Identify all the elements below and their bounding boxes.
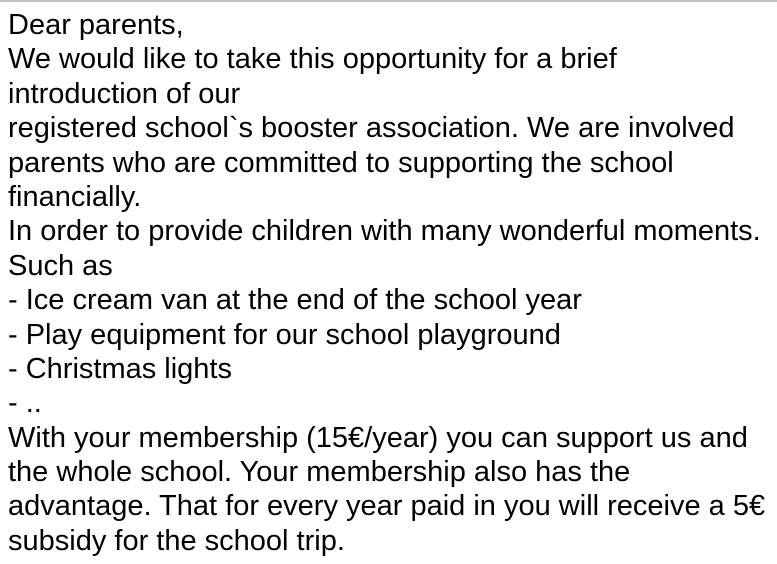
text-line: the whole school. Your membership also has the — [8, 456, 631, 489]
text-line: subsidy for the school trip. — [8, 524, 345, 557]
text-line: Such as — [8, 249, 113, 282]
text-line: parents who are committed to supporting the school — [8, 146, 674, 179]
text-line: We would like to take this opportunity for a brief — [8, 43, 617, 76]
text-line: introduction of our — [8, 77, 241, 110]
text-line: In order to provide children with many wonderful moments. — [8, 215, 761, 248]
top-border-line — [0, 0, 777, 2]
text-line: With your membership (15€/year) you can support us and — [8, 421, 748, 454]
list-item-ellipsis: - .. — [8, 387, 42, 420]
text-line: financially. — [8, 180, 142, 213]
text-line: registered school`s booster association. We are involved — [8, 112, 735, 145]
list-item-christmas-lights: - Christmas lights — [8, 352, 232, 385]
list-item-ice-cream: - Ice cream van at the end of the school year — [8, 284, 582, 317]
list-item-play-equipment: - Play equipment for our school playground — [8, 318, 561, 351]
letter-document — [8, 8, 775, 558]
text-line-salutation: Dear parents, — [8, 9, 184, 41]
text-line: advantage. That for every year paid in you will receive a 5€ — [8, 490, 766, 523]
